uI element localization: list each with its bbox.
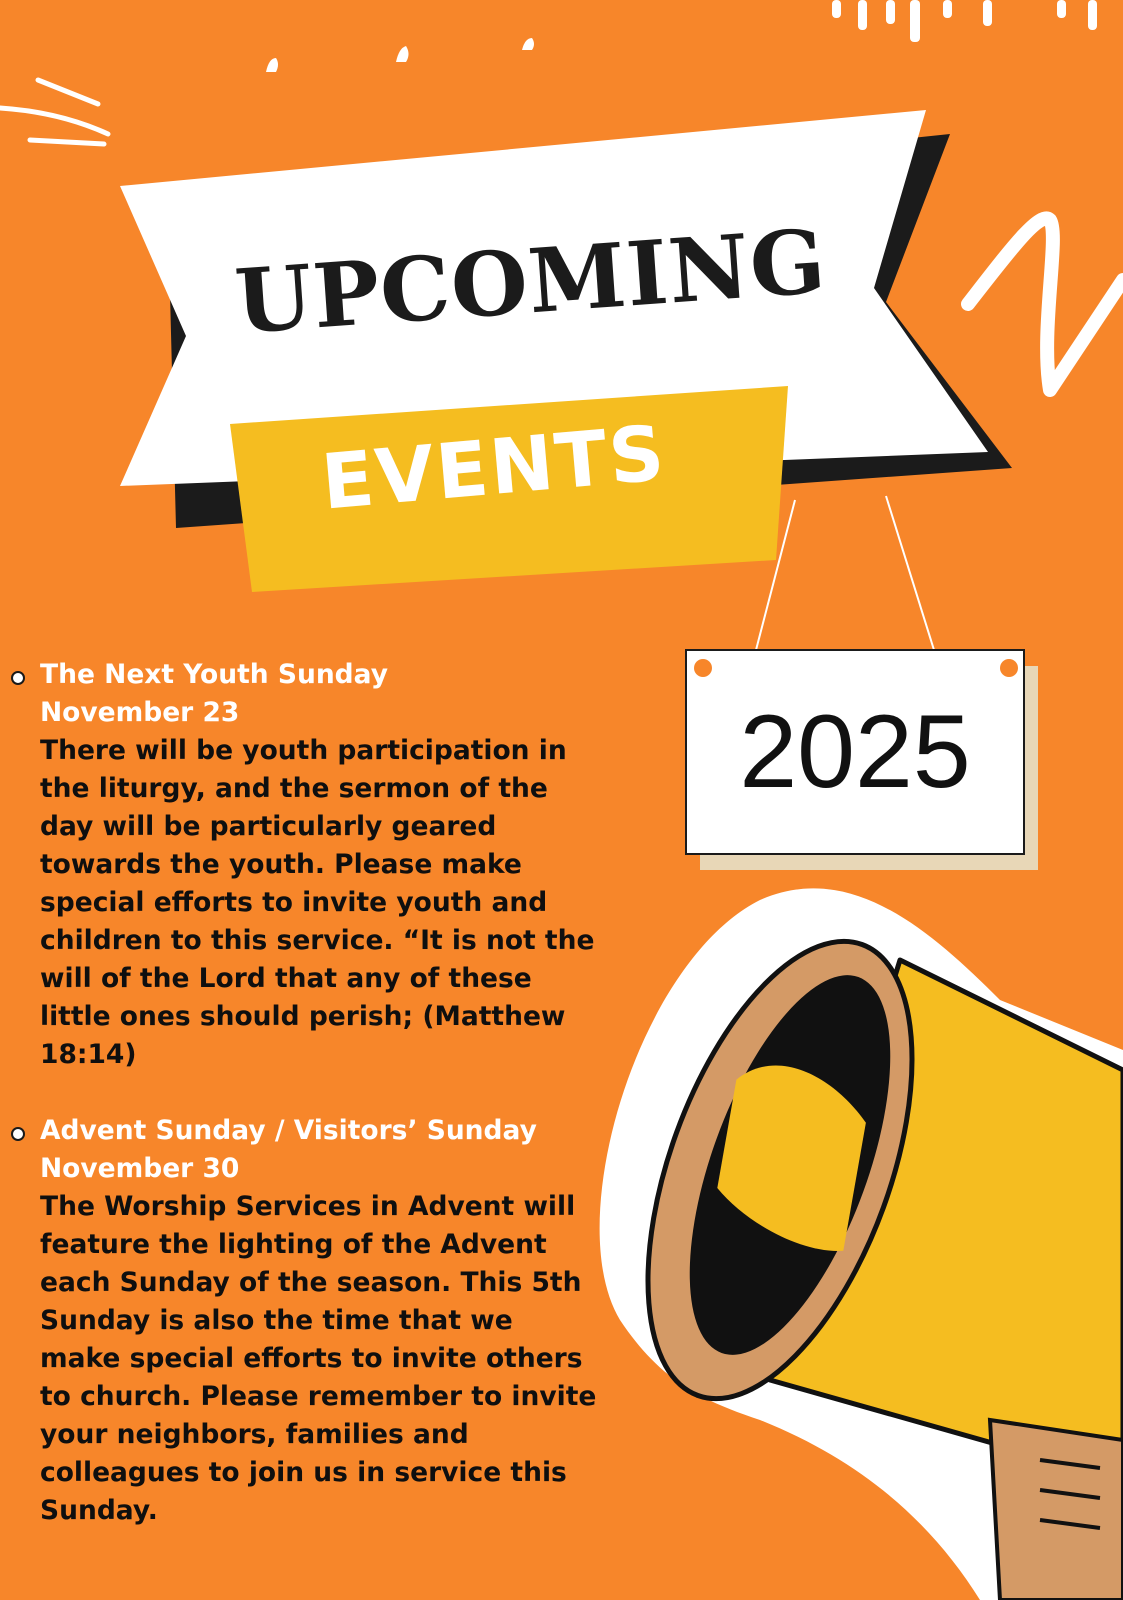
list-item — [40, 1112, 600, 1530]
event-title: The Next Youth Sunday — [40, 659, 388, 690]
event-description: The Worship Services in Advent will feature the lighting of the Advent each Sunday of the season. This 5th Sunday is also the time that we make special efforts to invite others to church. Please remember to invite your neighbors, families and colleagues to join us in service this Sunday. — [40, 1191, 597, 1526]
upcoming-heading: UPCOMING — [232, 208, 830, 354]
event-date: November 30 — [40, 1153, 240, 1184]
event-title: Advent Sunday / Visitors’ Sunday — [40, 1115, 537, 1146]
bullet-icon — [11, 1127, 25, 1141]
event-date: November 23 — [40, 697, 240, 728]
year-label: 2025 — [739, 693, 971, 810]
decor-drops — [266, 38, 534, 72]
decor-squiggle — [968, 218, 1123, 390]
bullet-icon — [11, 671, 25, 685]
megaphone-icon — [595, 888, 1123, 1600]
hanging-strings — [756, 496, 934, 650]
decor-stripes — [832, 0, 1097, 42]
list-item — [40, 656, 600, 1074]
events-list — [40, 656, 600, 1568]
decor-lines-left — [0, 80, 108, 144]
events-heading: EVENTS — [318, 407, 670, 527]
event-description: There will be youth participation in the liturgy, and the sermon of the day will be particularly geared towards the youth. Please make special efforts to invite youth and children to this service. “It is not the will of the Lord that any of these little ones should perish; (Matthew 18:14) — [40, 735, 595, 1070]
